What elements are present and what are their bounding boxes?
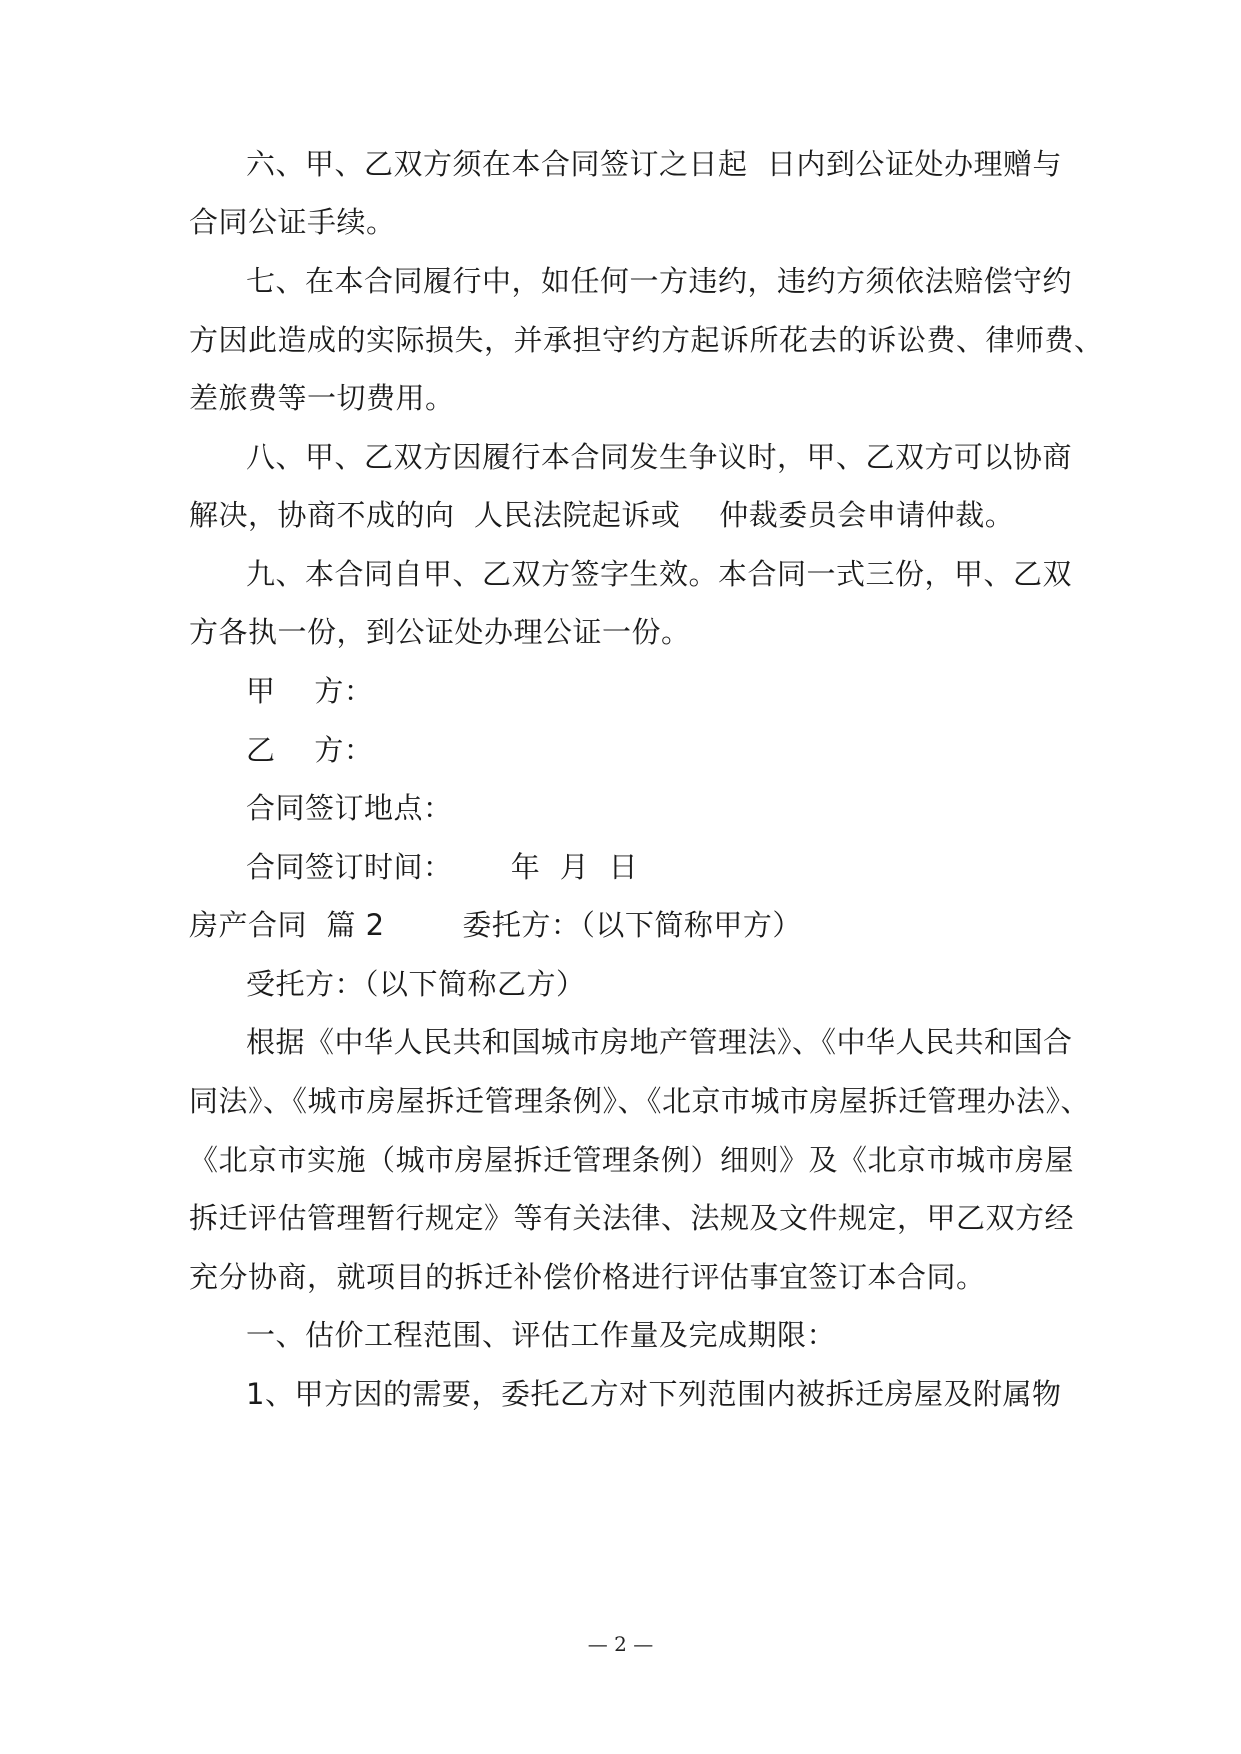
paragraph-line: 一、估价工程范围、评估工作量及完成期限： bbox=[246, 1318, 837, 1352]
signing-date: 合同签订时间： 年 月 日 bbox=[246, 850, 639, 884]
paragraph-line: 八、甲、乙双方因履行本合同发生争议时，甲、乙双方可以协商 bbox=[246, 440, 1073, 474]
paragraph-line: 方因此造成的实际损失，并承担守约方起诉所花去的诉讼费、律师费、 bbox=[189, 323, 1104, 357]
signing-place: 合同签订地点： bbox=[246, 791, 453, 825]
paragraph-line: 充分协商，就项目的拆迁补偿价格进行评估事宜签订本合同。 bbox=[189, 1260, 986, 1294]
paragraph-line: 受托方：（以下简称乙方） bbox=[246, 967, 586, 1001]
paragraph-line: 方各执一份，到公证处办理公证一份。 bbox=[189, 615, 691, 649]
signature-party-b: 乙 方： bbox=[246, 733, 374, 767]
paragraph-line: 差旅费等一切费用。 bbox=[189, 381, 455, 415]
paragraph-line: 1、甲方因的需要，委托乙方对下列范围内被拆迁房屋及附属物 bbox=[246, 1377, 1062, 1411]
paragraph-line: 《北京市实施（城市房屋拆迁管理条例）细则》及《北京市城市房屋 bbox=[189, 1143, 1075, 1177]
section-heading: 房产合同 篇 2 委托方：（以下简称甲方） bbox=[189, 908, 802, 942]
paragraph-line: 九、本合同自甲、乙双方签字生效。本合同一式三份，甲、乙双 bbox=[246, 557, 1073, 591]
paragraph-line: 七、在本合同履行中，如任何一方违约，违约方须依法赔偿守约 bbox=[246, 264, 1073, 298]
page-number: — 2 — bbox=[587, 1632, 654, 1656]
paragraph-line: 合同公证手续。 bbox=[189, 205, 396, 239]
paragraph-line: 解决，协商不成的向 人民法院起诉或 仲裁委员会申请仲裁。 bbox=[189, 498, 1015, 532]
signature-party-a: 甲 方： bbox=[246, 674, 374, 708]
paragraph-line: 拆迁评估管理暂行规定》等有关法律、法规及文件规定，甲乙双方经 bbox=[189, 1201, 1075, 1235]
paragraph-line: 六、甲、乙双方须在本合同签订之日起 日内到公证处办理赠与 bbox=[246, 147, 1062, 181]
paragraph-line: 根据《中华人民共和国城市房地产管理法》、《中华人民共和国合 bbox=[246, 1025, 1073, 1059]
paragraph-line: 同法》、《城市房屋拆迁管理条例》、《北京市城市房屋拆迁管理办法》、 bbox=[189, 1084, 1091, 1118]
